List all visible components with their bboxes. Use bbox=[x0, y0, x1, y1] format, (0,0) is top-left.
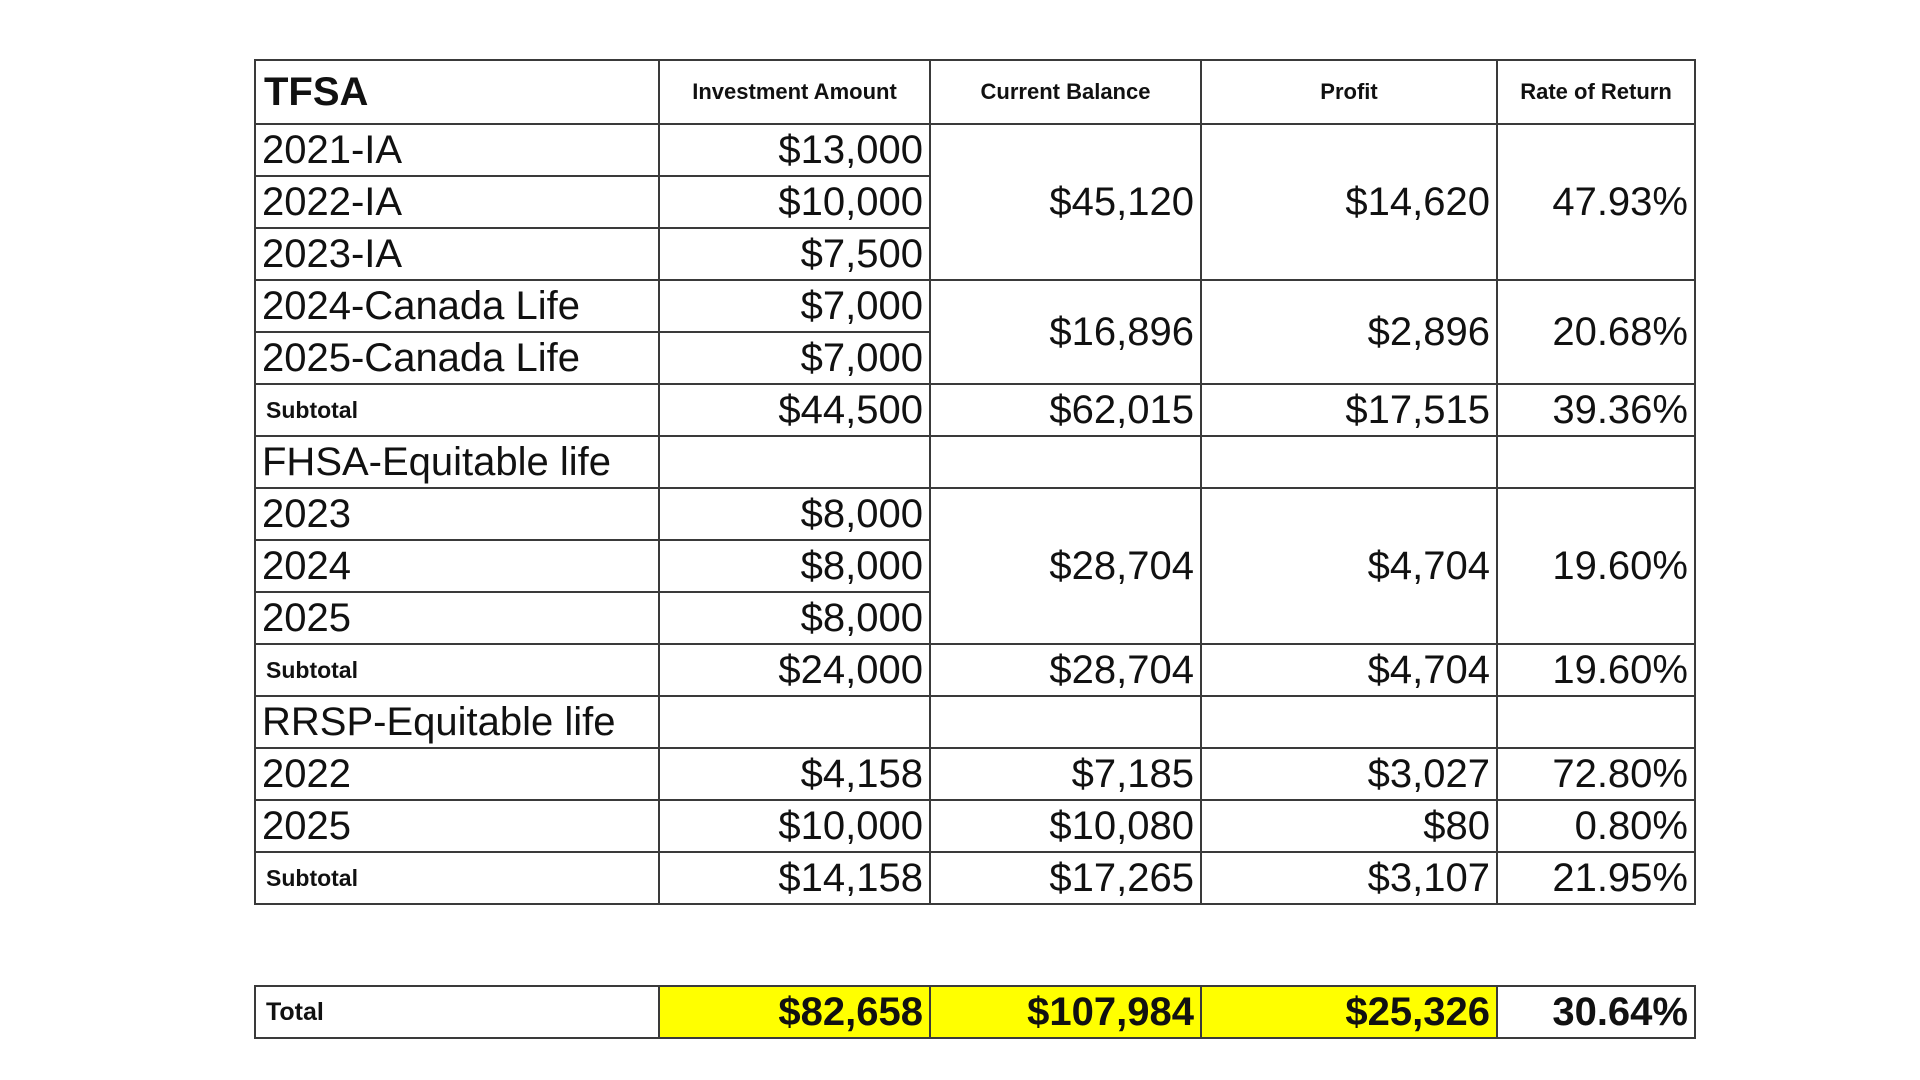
profit-cell: $2,896 bbox=[1201, 280, 1497, 384]
total-profit-cell: $25,326 bbox=[1201, 986, 1497, 1038]
section-header-row bbox=[255, 696, 1695, 748]
profit-cell: $4,704 bbox=[1201, 644, 1497, 696]
subtotal-row bbox=[255, 384, 1695, 436]
profit-cell: $17,515 bbox=[1201, 384, 1497, 436]
balance-cell: $7,185 bbox=[930, 748, 1201, 800]
investment-cell: $10,000 bbox=[659, 176, 930, 228]
header-current-balance: Current Balance bbox=[930, 60, 1201, 124]
empty-cell bbox=[1201, 696, 1497, 748]
table-row bbox=[255, 280, 1695, 332]
rate-cell: 72.80% bbox=[1497, 748, 1695, 800]
balance-cell: $28,704 bbox=[930, 488, 1201, 644]
investment-cell: $4,158 bbox=[659, 748, 930, 800]
investment-cell: $8,000 bbox=[659, 540, 930, 592]
total-label: Total bbox=[255, 986, 659, 1038]
rate-cell: 21.95% bbox=[1497, 852, 1695, 904]
table-row bbox=[255, 488, 1695, 540]
empty-cell bbox=[930, 696, 1201, 748]
balance-cell: $45,120 bbox=[930, 124, 1201, 280]
investment-cell: $7,500 bbox=[659, 228, 930, 280]
investment-cell: $7,000 bbox=[659, 332, 930, 384]
row-label: 2022 bbox=[255, 748, 659, 800]
balance-cell: $17,265 bbox=[930, 852, 1201, 904]
empty-cell bbox=[1497, 436, 1695, 488]
balance-cell: $62,015 bbox=[930, 384, 1201, 436]
investment-cell: $44,500 bbox=[659, 384, 930, 436]
subtotal-label: Subtotal bbox=[255, 852, 659, 904]
rate-cell: 19.60% bbox=[1497, 488, 1695, 644]
row-label: 2025 bbox=[255, 800, 659, 852]
header-rate-of-return: Rate of Return bbox=[1497, 60, 1695, 124]
fhsa-section-title: FHSA-Equitable life bbox=[255, 436, 659, 488]
table-row bbox=[255, 800, 1695, 852]
tfsa-section-title: TFSA bbox=[255, 60, 659, 124]
profit-cell: $3,107 bbox=[1201, 852, 1497, 904]
row-label: 2022-IA bbox=[255, 176, 659, 228]
row-label: 2023-IA bbox=[255, 228, 659, 280]
rate-cell: 47.93% bbox=[1497, 124, 1695, 280]
subtotal-row bbox=[255, 852, 1695, 904]
table-row bbox=[255, 124, 1695, 176]
header-investment-amount: Investment Amount bbox=[659, 60, 930, 124]
total-balance-cell: $107,984 bbox=[930, 986, 1201, 1038]
profit-cell: $3,027 bbox=[1201, 748, 1497, 800]
subtotal-label: Subtotal bbox=[255, 644, 659, 696]
investment-table bbox=[254, 59, 1696, 905]
row-label: 2025-Canada Life bbox=[255, 332, 659, 384]
investment-cell: $13,000 bbox=[659, 124, 930, 176]
row-label: 2021-IA bbox=[255, 124, 659, 176]
empty-cell bbox=[659, 696, 930, 748]
total-rate-cell: 30.64% bbox=[1497, 986, 1695, 1038]
row-label: 2025 bbox=[255, 592, 659, 644]
total-row bbox=[255, 986, 1695, 1038]
investment-cell: $7,000 bbox=[659, 280, 930, 332]
table-row bbox=[255, 748, 1695, 800]
rate-cell: 19.60% bbox=[1497, 644, 1695, 696]
investment-cell: $8,000 bbox=[659, 592, 930, 644]
subtotal-row bbox=[255, 644, 1695, 696]
header-row bbox=[255, 60, 1695, 124]
empty-cell bbox=[659, 436, 930, 488]
empty-cell bbox=[1201, 436, 1497, 488]
rrsp-section-title: RRSP-Equitable life bbox=[255, 696, 659, 748]
profit-cell: $14,620 bbox=[1201, 124, 1497, 280]
section-header-row bbox=[255, 436, 1695, 488]
total-investment-cell: $82,658 bbox=[659, 986, 930, 1038]
profit-cell: $4,704 bbox=[1201, 488, 1497, 644]
total-table bbox=[254, 985, 1696, 1039]
investment-cell: $8,000 bbox=[659, 488, 930, 540]
investment-cell: $14,158 bbox=[659, 852, 930, 904]
balance-cell: $28,704 bbox=[930, 644, 1201, 696]
empty-cell bbox=[930, 436, 1201, 488]
row-label: 2024 bbox=[255, 540, 659, 592]
row-label: 2023 bbox=[255, 488, 659, 540]
investment-cell: $24,000 bbox=[659, 644, 930, 696]
balance-cell: $10,080 bbox=[930, 800, 1201, 852]
rate-cell: 0.80% bbox=[1497, 800, 1695, 852]
subtotal-label: Subtotal bbox=[255, 384, 659, 436]
header-profit: Profit bbox=[1201, 60, 1497, 124]
row-label: 2024-Canada Life bbox=[255, 280, 659, 332]
balance-cell: $16,896 bbox=[930, 280, 1201, 384]
investment-cell: $10,000 bbox=[659, 800, 930, 852]
rate-cell: 20.68% bbox=[1497, 280, 1695, 384]
profit-cell: $80 bbox=[1201, 800, 1497, 852]
rate-cell: 39.36% bbox=[1497, 384, 1695, 436]
empty-cell bbox=[1497, 696, 1695, 748]
